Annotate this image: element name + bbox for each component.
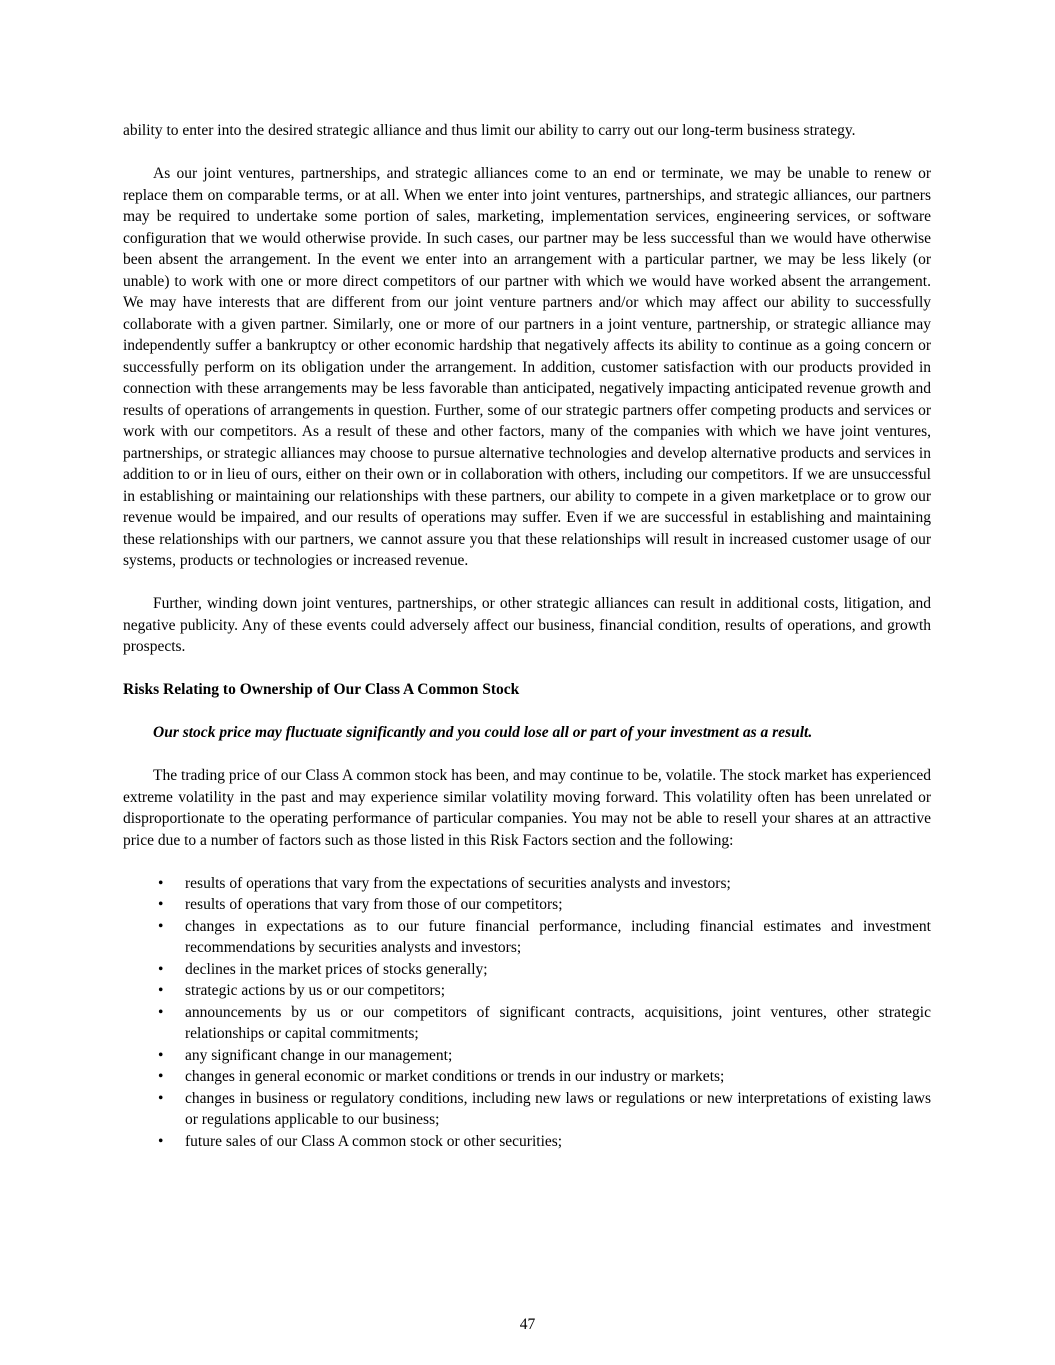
bullet-list-item: [123, 1045, 931, 1067]
bullet-icon: •: [158, 1068, 164, 1085]
bullet-icon: •: [158, 1046, 164, 1064]
bullet-text: changes in expectations as to our future financial performance, including financial estimates and investment recommendations by securities analysts and investors;: [185, 917, 931, 956]
bullet-text: results of operations that vary from those of our competitors;: [185, 896, 563, 913]
risk-factors-bullet-list: [123, 873, 931, 1153]
bullet-list-item: [123, 959, 931, 981]
page-number: 47: [519, 1316, 536, 1333]
bullet-text: future sales of our Class A common stock or other securities;: [185, 1132, 563, 1150]
bullet-list-item: [123, 980, 931, 1002]
paragraph-joint-ventures: As our joint ventures, partnerships, and strategic alliances come to an end or terminate, we may be unable to renew or replace them on comparable terms, or at all. When we enter into joint ventures, partnerships, and strategic alliances, our partners may be required to undertake some portion of sales, marketing, implementation services, engineering services, or software configuration that we would otherwise provide. In such cases, our partner may be less successful than we would have otherwise been absent the arrangement. In the event we enter into an arrangement with a particular partner, we may be less likely (or unable) to work with one or more direct competitors of our partner with which we would have worked absent the arrangement. We may have interests that are different from our joint venture partners and/or which may affect our ability to successfully collaborate with a given partner. Similarly, one or more of our partners in a joint venture, partnership, or strategic alliance may independently suffer a bankruptcy or other economic hardship that negatively affects its ability to continue as a going concern or successfully perform on its obligation under the arrangement. In addition, customer satisfaction with our products provided in connection with these arrangements may be less favorable than anticipated, negatively impacting anticipated revenue growth and results of operations of arrangements in question. Further, some of our strategic partners offer competing products and services or work with our competitors. As a result of these and other factors, many of the companies with which we have joint ventures, partnerships, or strategic alliances may choose to pursue alternative technologies and develop alternative products and services in addition to or in lieu of ours, either on their own or in collaboration with others, including our competitors. If we are unsuccessful in establishing or maintaining our relationships with these partners, our ability to compete in a given marketplace or to grow our revenue would be impaired, and our results of operations may suffer. Even if we are successful in establishing and maintaining these relationships with our partners, we cannot assure you that these relationships will result in increased customer usage of our systems, products or technologies or increased revenue.: [123, 165, 931, 569]
bullet-list-item: [123, 1002, 931, 1045]
bullet-text: any significant change in our management;: [185, 1046, 453, 1064]
bullet-text: announcements by us or our competitors of significant contracts, acquisitions, joint ventures, other strategic relationships or capital commitments;: [185, 1003, 931, 1042]
bullet-icon: •: [158, 1089, 164, 1107]
paragraph-trading-price: The trading price of our Class A common stock has been, and may continue to be, volatile. The stock market has experienced extreme volatility in the past and may experience similar volatility moving forward. This volatility often has been unrelated or disproportionate to the operating performance of particular companies. You may not be able to resell your shares at an attractive price due to a number of factors such as those listed in this Risk Factors section and the following:: [123, 767, 931, 849]
risk-subheading-stock-price: Our stock price may fluctuate significantly and you could lose all or part of your investment as a result.: [153, 724, 813, 741]
bullet-icon: •: [158, 896, 164, 913]
bullet-list-item: [123, 894, 931, 916]
bullet-text: changes in general economic or market conditions or trends in our industry or markets;: [185, 1068, 725, 1085]
bullet-icon: •: [158, 1132, 164, 1150]
bullet-list-item: [123, 873, 931, 895]
bullet-list-item: [123, 916, 931, 959]
bullet-text: changes in business or regulatory conditions, including new laws or regulations or new interpretations of existing laws or regulations applicable to our business;: [185, 1089, 931, 1128]
bullet-icon: •: [158, 982, 164, 999]
bullet-icon: •: [158, 960, 164, 978]
bullet-list-item: [123, 1088, 931, 1131]
page-content: [123, 120, 931, 1152]
bullet-icon: •: [158, 1003, 164, 1021]
paragraph-winding-down: Further, winding down joint ventures, partnerships, or other strategic alliances can result in additional costs, litigation, and negative publicity. Any of these events could adversely affect our business, financial condition, results of operations, and growth prospects.: [123, 595, 931, 655]
section-heading-class-a-common-stock: Risks Relating to Ownership of Our Class A Common Stock: [123, 681, 520, 698]
bullet-icon: •: [158, 874, 164, 892]
paragraph-continuation: ability to enter into the desired strategic alliance and thus limit our ability to carry out our long-term business strategy.: [123, 122, 856, 139]
bullet-text: results of operations that vary from the expectations of securities analysts and investors;: [185, 874, 731, 892]
bullet-icon: •: [158, 917, 164, 935]
bullet-list-item: [123, 1066, 931, 1088]
bullet-text: declines in the market prices of stocks generally;: [185, 960, 488, 978]
bullet-text: strategic actions by us or our competitors;: [185, 982, 445, 999]
bullet-list-item: [123, 1131, 931, 1153]
